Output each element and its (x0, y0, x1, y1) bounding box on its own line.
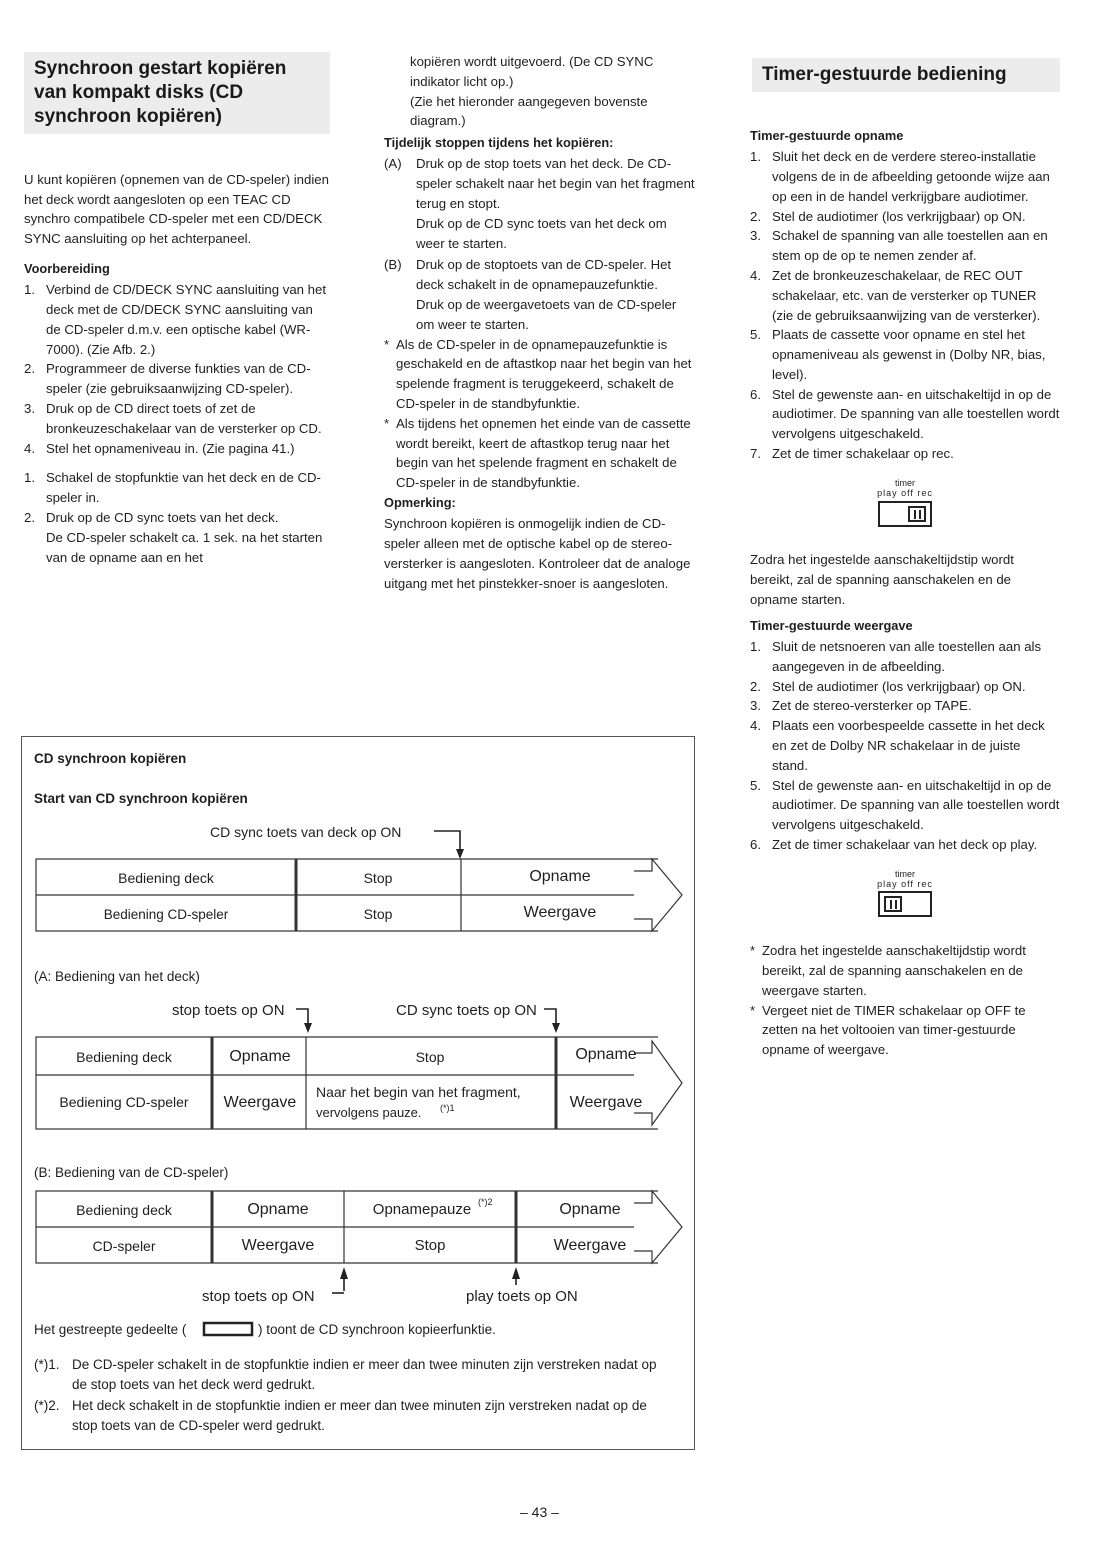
t3-cell: Bediening deck (76, 1202, 172, 1218)
t2-cell: Opname (229, 1048, 291, 1065)
list-item: 1. Verbind de CD/DECK SYNC aansluiting van het deck met de CD/DECK SYNC aansluiting van de CD-speler d.m.v. een optische kabel (WR-7000). (Zie Afb. 2.) (24, 282, 327, 357)
option-b: (B) Druk op de stoptoets van de CD-speler. Het deck schakelt in de opnamepauzefunktie. Druk op de weergavetoets van de CD-speler om weer te starten. (384, 257, 677, 332)
timer-switch-play: timer play off rec (750, 869, 1060, 923)
switch-rec-icon (878, 501, 932, 527)
t2-cell: Bediening CD-speler (59, 1094, 189, 1110)
column-right (750, 58, 1060, 1060)
a-label-2: CD sync toets op ON (396, 1002, 537, 1019)
page-number: – 43 – (520, 1504, 559, 1520)
list-item: 1. Schakel de stopfunktie van het deck en de CD-speler in. (24, 470, 321, 506)
list-item: 7. Zet de timer schakelaar op rec. (750, 446, 954, 462)
list-item: 2. Stel de audiotimer (los verkrijgbaar) op ON. (750, 208, 1026, 224)
list-item: 6. Zet de timer schakelaar van het deck op play. (750, 836, 1038, 852)
t2-cell-extra: vervolgens pauze. (316, 1105, 422, 1120)
timer-play-steps (750, 637, 1060, 855)
note-item: * Vergeet niet de TIMER schakelaar op OFF te zetten na het voltooien van timer-gestuurde opname of weergave. (750, 1002, 1026, 1058)
section-title-timer: Timer-gestuurde bediening (752, 58, 1060, 92)
note-item: * Zodra het ingestelde aanschakeltijdstip wordt bereikt, zal de spanning aanschakelen en de weergave starten. (750, 943, 1026, 998)
t3-cell: Stop (414, 1237, 446, 1254)
t2-cell: Bediening deck (76, 1049, 172, 1065)
note-item: * Als de CD-speler in de opnamepauzefunktie is geschakeld en de aftastkop naar het begin van het spelende fragment is teruggekeerd, schakelt de CD-speler in de standbyfunktie. (384, 336, 692, 411)
t1-cell: Stop (363, 870, 393, 886)
prep-heading: Voorbereiding (24, 261, 110, 276)
a-arrow-2-head (552, 1023, 560, 1033)
t2-cell: Weergave (223, 1094, 297, 1111)
list-item: 2. Stel de audiotimer (los verkrijgbaar) op ON. (750, 678, 1026, 694)
t3-cell: Opnamepauze (372, 1201, 472, 1218)
timer-rec-heading: Timer-gestuurde opname (750, 127, 904, 143)
t3-cell: CD-speler (92, 1238, 156, 1254)
b-arrow-1-head (340, 1267, 348, 1279)
list-item: 5. Stel de gewenste aan- en uitschakeltijd in op de audiotimer. De spanning van alle toestellen wordt vervolgens uitgeschakeld. (750, 777, 1060, 833)
timer-rec-steps (750, 147, 1060, 464)
legend-after: ) toont de CD synchroon kopieerfunktie. (258, 1322, 496, 1337)
sync-steps-list (24, 468, 330, 567)
table-3 (36, 1191, 682, 1263)
t3-footnote-mark: (*)2 (478, 1197, 493, 1207)
diagram-svg (22, 737, 694, 1449)
prep-steps-list (24, 280, 330, 458)
diagram-footnotes (34, 1355, 674, 1437)
t3-cell: Opname (247, 1201, 309, 1218)
diagram-start-heading: Start van CD synchroon kopiëren (34, 791, 248, 806)
list-item: 5. Plaats de cassette voor opname en stel het opnameniveau als gewenst in (Dolby NR, bias, level). (750, 327, 1046, 382)
list-item: 3. Druk op de CD direct toets of zet de bronkeuzeschakelaar van de versterker op CD. (24, 400, 322, 436)
a-arrow-1-head (304, 1023, 312, 1033)
section-title-cd-sync: Synchroon gestart kopiëren van kompakt disks (CD synchroon kopiëren) (24, 52, 330, 134)
t2-cell: Stop (415, 1049, 445, 1065)
legend-swatch (204, 1323, 252, 1335)
list-item: 6. Stel de gewenste aan- en uitschakeltijd in op de audiotimer. De spanning van alle toestellen wordt vervolgens uitgeschakeld. (750, 386, 1060, 442)
option-a: (A) Druk op de stop toets van het deck. De CD-speler schakelt naar het begin van het fragment terug en stopt. Druk op de CD sync toets van het deck om weer te starten. (384, 156, 695, 251)
note-item: * Als tijdens het opnemen het einde van de cassette wordt bereikt, keert de aftastkop terug naar het begin van het spelende fragment en schakelt de CD-speler in de standbyfunktie. (384, 415, 691, 491)
b-label-1: stop toets op ON (202, 1288, 315, 1305)
t3-cell: Opname (559, 1201, 621, 1218)
t3-cell: Weergave (553, 1237, 627, 1254)
b-label-2: play toets op ON (466, 1288, 578, 1305)
intro-paragraph: U kunt kopiëren (opnemen van de CD-speler) indien het deck wordt aangesloten op een TEAC CD synchro compatibele CD-speler met een CD/DECK SYNC aansluiting op het achterpaneel. (24, 171, 329, 247)
list-item: 2. Programmeer de diverse funkties van de CD-speler (zie gebruiksaanwijzing CD-speler). (24, 361, 311, 397)
legend-before: Het gestreepte gedeelte ( (34, 1322, 187, 1337)
list-item: 4. Plaats een voorbespeelde cassette in het deck en zet de Dolby NR schakelaar in de juiste stand. (750, 718, 1045, 773)
diagram-title: CD synchroon kopiëren (34, 751, 187, 766)
column-middle (384, 52, 696, 601)
table-1 (36, 859, 682, 931)
list-item: 3. Zet de stereo-versterker op TAPE. (750, 698, 972, 714)
top-label: CD sync toets van deck op ON (210, 824, 402, 840)
table-2 (36, 1037, 682, 1129)
timer-switch-rec: timer play off rec (750, 478, 1060, 532)
b-heading: (B: Bediening van de CD-speler) (34, 1165, 229, 1180)
top-arrow-line (434, 831, 460, 853)
rec-after-text: Zodra het ingestelde aanschakeltijdstip wordt bereikt, zal de spanning aanschakelen en de opname starten. (750, 552, 1014, 607)
timer-play-heading: Timer-gestuurde weergave (750, 617, 913, 633)
a-label-1: stop toets op ON (172, 1002, 285, 1019)
t1-cell: Bediening deck (118, 870, 214, 886)
t1-cell: Stop (363, 906, 393, 922)
footnote: (*)1. De CD-speler schakelt in de stopfunktie indien er meer dan twee minuten zijn verstreken nadat op de stop toets van het deck werd gedrukt. (34, 1357, 657, 1392)
cd-sync-diagram (21, 736, 695, 1450)
list-item: 2. Druk op de CD sync toets van het deck. De CD-speler schakelt ca. 1 sek. na het starten van de opname aan en het (24, 509, 323, 565)
temp-stop-heading: Tijdelijk stoppen tijdens het kopiëren: (384, 135, 614, 151)
see-diagram-text: (Zie het hieronder aangegeven bovenste diagram.) (410, 93, 648, 129)
footnote: (*)2. Het deck schakelt in de stopfunktie indien er meer dan twee minuten zijn verstreken nadat op de stop toets van de CD-speler werd gedrukt. (34, 1398, 647, 1433)
list-item: 3. Schakel de spanning van alle toestellen aan en stem op de op te nemen zender af. (750, 228, 1048, 264)
list-item: 4. Zet de bronkeuzeschakelaar, de REC OUT schakelaar, etc. van de versterker op TUNER (zie de gebruiksaanwijzing van de versterker). (750, 267, 1041, 323)
continued-text: kopiëren wordt uitgevoerd. (De CD SYNC indikator licht op.) (410, 54, 654, 89)
a-heading: (A: Bediening van het deck) (34, 969, 200, 984)
list-item: 1. Sluit het deck en de verdere stereo-installatie volgens de in de afbeelding getoonde wijze aan op een in de handel verkrijgbare audiotimer. (750, 149, 1050, 204)
remark-text: Synchroon kopiëren is onmogelijk indien de CD-speler alleen met de optische kabel op de stereo-versterker is aangesloten. Kontroleer dat de analoge uitgang met het pinstekker-snoer is aangesloten. (384, 516, 691, 591)
t2-cell: Opname (575, 1046, 637, 1063)
t1-cell: Weergave (523, 904, 597, 921)
remark-heading: Opmerking: (384, 494, 456, 510)
t1-cell: Opname (529, 868, 591, 885)
t3-cell: Weergave (241, 1237, 315, 1254)
column-left (24, 52, 330, 567)
list-item: 1. Sluit de netsnoeren van alle toestellen aan als aangegeven in de afbeelding. (750, 638, 1042, 674)
t2-cell: Weergave (569, 1094, 643, 1111)
t2-footnote-mark: (*)1 (440, 1103, 455, 1113)
switch-play-icon (878, 891, 932, 917)
top-arrow-head (456, 849, 464, 859)
t2-cell: Naar het begin van het fragment, (316, 1084, 521, 1100)
t1-cell: Bediening CD-speler (103, 907, 229, 922)
b-arrow-2-head (512, 1267, 520, 1279)
list-item: 4. Stel het opnameniveau in. (Zie pagina 41.) (24, 440, 295, 456)
